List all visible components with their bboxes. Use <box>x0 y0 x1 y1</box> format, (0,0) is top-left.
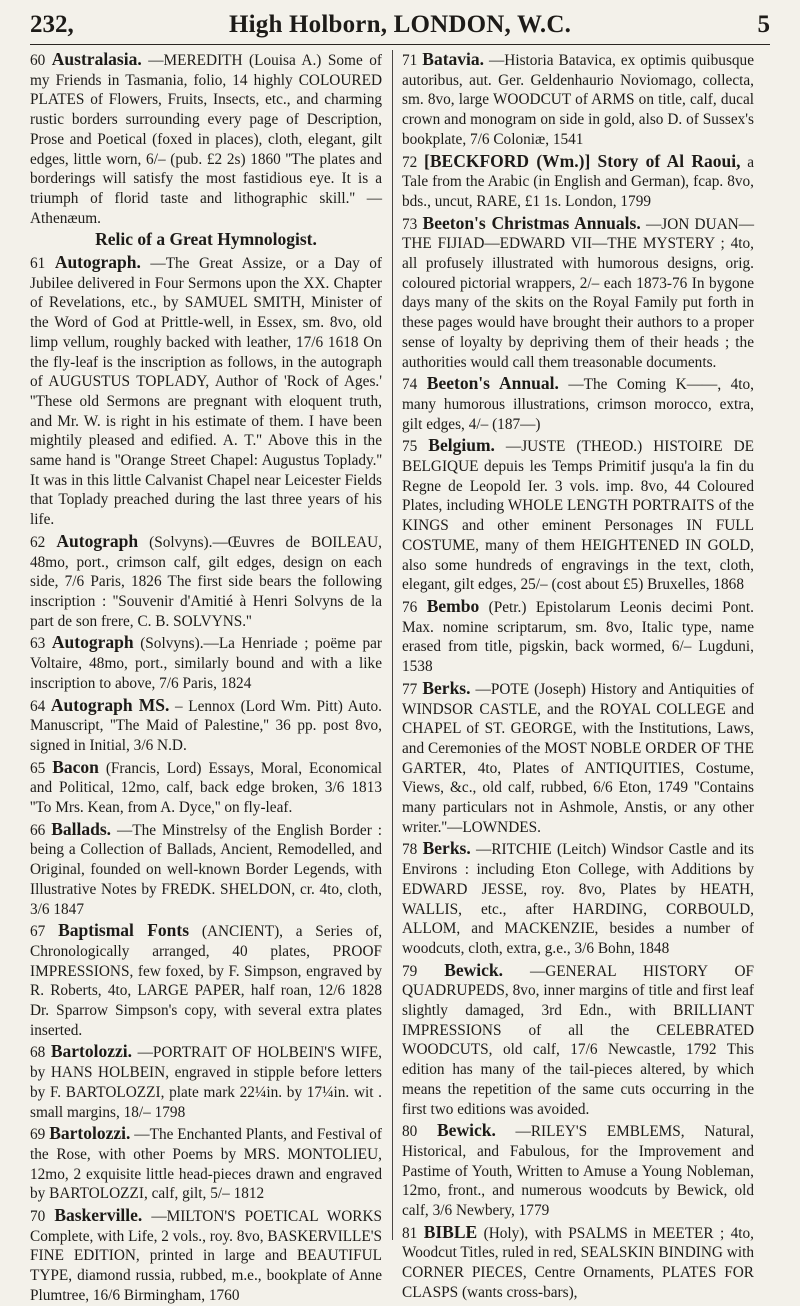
entry-heading: Bewick. <box>444 959 504 980</box>
catalogue-entry <box>30 1206 382 1306</box>
entry-heading: Autograph <box>51 632 134 653</box>
entry-description: —MEREDITH (Louisa A.) Some of my Friends in Tasmania, folio, 14 highly COLOURED PLATES of Flowers, Fruits, Insects, etc., and charming rustic borders surrounding every page of Description, Prose and Poetical (foxed in places), cloth, elegant, gilt edges, little worn, 6/– (pub. £2 2s) 1860 ''The plates and borderings will satisfy the most fastidious eye. It is a triumph of florid taste and lithographic skill.'' —Athenæum. <box>30 52 382 227</box>
catalogue-entry <box>30 532 382 632</box>
entry-heading: Belgium. <box>428 435 495 456</box>
entry-description: —The Minstrelsy of the English Border : being a Collection of Ballads, Ancient, Remodelled, and Original, founded on well-known Border Legends, with Illustrative Notes by FREDK. SHELDON, cr. 4to, cloth, 3/6 1847 <box>30 821 382 918</box>
entry-description: —POTE (Joseph) History and Antiquities of WINDSOR CASTLE, and the ROYAL COLLEGE and CHAPEL of ST. GEORGE, with the Institutions, Laws, and Ceremonies of the MOST NOBLE ORDER OF THE GARTER, 4to, Plates of ANTIQUITIES, Costume, Views, &c., old calf, rubbed, 6/6 Eton, 1749 ''Contains many particulars not in Ashmole, Anstis, or any other writer.''—LOWNDES. <box>402 680 755 836</box>
entry-description: —JON DUAN—THE FIJIAD—EDWARD VII—THE MYSTERY ; 4to, all profusely illustrated with humorous designs, orig. coloured pictorial wrappers, 2/– each 1873-76 In bygone days many of the skits on the Royal Family put forth in these pages would have brought their authors to a proper sense of loyalty by depriving them of their heads ; the authorities would call them treasonable documents. <box>402 215 755 371</box>
entry-description: (Holy), with PSALMS in MEETER ; 4to, Woodcut Titles, ruled in red, SEALSKIN BINDING with CORNER PIECES, Centre Ornaments, PLATES FOR CLASPS (wants cross-bars), <box>402 1224 755 1301</box>
page-header <box>30 8 770 45</box>
entry-heading: Autograph <box>56 530 139 551</box>
right-column <box>402 49 755 1301</box>
entry-heading: Bartolozzi. <box>49 1123 131 1144</box>
entry-number: 81 <box>402 1224 418 1242</box>
entry-number: 63 <box>30 635 46 653</box>
entry-heading: Bewick. <box>437 1120 496 1141</box>
entry-number: 68 <box>30 1044 46 1062</box>
entry-number: 69 <box>30 1126 46 1144</box>
entry-description: (Petr.) Epistolarum Leonis decimi Pont. Max. nomine scriptarum, sm. 8vo, Italic type, name erased from title, pigskin, back wormed, 6/– Lugduni, 1538 <box>402 598 755 676</box>
entry-number: 79 <box>402 962 418 980</box>
entry-number: 61 <box>30 255 46 273</box>
catalogue-entry <box>402 214 754 373</box>
entry-description: (ANCIENT), a Series of, Chronologically arranged, 40 plates, PROOF IMPRESSIONS, few foxed, by F. Simpson, engraved by R. Roberts, 4to, LARGE PAPER, half roan, 12/6 1828 Dr. Sparrow Simpson's copy, with several extra plates inserted. <box>30 923 383 1039</box>
catalogue-entry <box>402 436 754 595</box>
catalogue-entry <box>30 921 382 1040</box>
entry-heading: Baskerville. <box>54 1205 143 1226</box>
catalogue-entry <box>402 50 754 150</box>
entry-number: 71 <box>402 52 418 69</box>
entry-number: 70 <box>30 1208 46 1226</box>
entry-number: 67 <box>30 923 46 941</box>
entry-heading: Autograph. <box>54 252 141 273</box>
entry-number: 66 <box>30 821 46 839</box>
entry-description: —The Great Assize, or a Day of Jubilee delivered in Four Sermons upon the XX. Chapter of Revelations, etc., by SAMUEL SMITH, Minister of the Word of God at Prittle-well, in Essex, sm. 8vo, old limp vellum, roughly backed with leather, 17/6 1618 On the fly-leaf is the inscription as follows, in the autograph of AUGUSTUS TOPLADY, Author of 'Rock of Ages.' ''These old Sermons are pregnant with eloquent truth, and Mr. W. is right in his estimate of them. I have been mightily pleased and edified. A. T.'' Above this in the same hand is ''Orange Street Chapel: Augustus Toplady.'' It was in this little Calvanist Chapel near Leicester Fields that Toplady preached during the last three years of his life. <box>30 255 383 529</box>
entry-number: 77 <box>402 680 418 698</box>
entry-heading: Batavia. <box>422 49 485 69</box>
catalogue-entry <box>402 374 754 434</box>
catalogue-entry <box>30 50 382 228</box>
catalogue-entry <box>402 1121 754 1221</box>
entry-description: (Solvyns).—La Henriade ; poëme par Voltaire, 48mo, port., similarly bound and with a like inscription to above, 7/6 Paris, 1824 <box>30 635 382 692</box>
entry-heading: Bembo <box>426 595 480 616</box>
entry-number: 62 <box>30 533 46 551</box>
entry-heading: Ballads. <box>51 818 112 839</box>
catalogue-entry <box>402 839 754 958</box>
entry-description: —JUSTE (THEOD.) HISTOIRE DE BELGIQUE depuis les Temps Primitif jusqu'a la fin du Regne de Leopold Ier. 3 vols. imp. 8vo, 44 Coloured Plates, including WHOLE LENGTH PORTRAITS of the KINGS and other eminent Personages IN FULL COSTUME, many of them HEIGHTENED IN GOLD, also some hundreds of engravings in the text, cloth, elegant, gilt edges, 25/– (cost about £5) Bruxelles, 1868 <box>402 438 755 594</box>
entry-heading: BIBLE <box>423 1221 478 1242</box>
entry-number: 65 <box>30 759 46 777</box>
catalogue-columns <box>30 49 770 1304</box>
entry-description: —The Coming K——, 4to, many humorous illustrations, crimson morocco, extra, gilt edges, 4/– (187—) <box>402 376 754 433</box>
entry-description: a Tale from the Arabic (in English and German), fcap. 8vo, bds., uncut, RARE, £1 1s. London, 1799 <box>402 153 755 210</box>
entry-number: 60 <box>30 52 46 69</box>
catalogue-entry <box>30 230 382 251</box>
catalogue-entry <box>30 820 382 920</box>
sheet-number: 5 <box>757 11 770 38</box>
entry-description: – Lennox (Lord Wm. Pitt) Auto. Manuscript, ''The Maid of Palestine,'' 36 pp. post 8vo, signed in Initial, 3/6 N.D. <box>30 697 383 754</box>
entry-heading: Berks. <box>422 838 471 859</box>
entry-description: —GENERAL HISTORY OF QUADRUPEDS, 8vo, inner margins of title and first leaf slightly damaged, 3rd Edn., with BRILLIANT IMPRESSIONS of all the CELEBRATED WOODCUTS, old calf, 17/6 Newcastle, 1792 This edition has many of the tail-pieces altered, by which means the repetition of the same cuts occurring in the first two editions was avoided. <box>402 962 754 1118</box>
entry-heading: Berks. <box>422 677 471 698</box>
entry-heading: Bacon <box>52 756 99 777</box>
entry-heading: Baptismal Fonts <box>58 920 190 941</box>
catalogue-entry <box>402 679 754 838</box>
catalogue-entry <box>402 597 754 677</box>
entry-heading: [BECKFORD (Wm.)] Story of Al Raoui, <box>424 150 741 171</box>
entry-description: —The Enchanted Plants, and Festival of the Rose, with other Poems by MRS. MONTOLIEU, 12mo, 2 exquisite little head-pieces drawn and engraved by BARTOLOZZI, calf, gilt, 5/– 1812 <box>30 1126 382 1203</box>
entry-number: 78 <box>402 841 418 859</box>
catalogue-entry <box>402 1223 754 1303</box>
entry-heading: Beeton's Annual. <box>426 373 559 394</box>
entry-number: 64 <box>30 697 46 715</box>
column-divider <box>392 50 393 1240</box>
entry-number: 73 <box>402 215 418 233</box>
entry-description: —RILEY'S EMBLEMS, Natural, Historical, and Fabulous, for the Improvement and Pastime of Youth, Written to Amuse a Young Nobleman, 12mo, front., and numerous woodcuts by Bewick, old calf, 3/6 Newbery, 1779 <box>402 1123 754 1220</box>
entry-heading: Relic of a Great Hymnologist. <box>95 229 317 250</box>
entry-heading: Autograph MS. <box>50 694 170 715</box>
catalogue-entry <box>30 1042 382 1122</box>
entry-number: 80 <box>402 1123 418 1141</box>
entry-heading: Bartolozzi. <box>50 1041 133 1062</box>
catalogue-entry <box>30 758 382 818</box>
entry-description: (Francis, Lord) Essays, Moral, Economical and Political, 12mo, calf, back edge broken, 3/6 1813 ''To Mrs. Kean, from A. Dyce,'' on fly-leaf. <box>30 759 382 817</box>
entry-number: 72 <box>402 153 418 171</box>
page-title: High Holborn, LONDON, W.C. <box>228 11 572 38</box>
catalogue-entry <box>30 1124 382 1204</box>
entry-heading: Australasia. <box>51 49 142 69</box>
page-number: 232, <box>30 11 74 38</box>
catalogue-entry <box>30 253 382 530</box>
entry-description: —RITCHIE (Leitch) Windsor Castle and its Environs : including Eton College, with Additions by EDWARD JESSE, roy. 8vo, Plates by HEATH, WALLIS, etc., after HARDING, CORBOULD, ALLOM, and MACKENZIE, besides a number of woodcuts, cloth, extra, g.e., 3/6 Bohn, 1848 <box>402 841 755 957</box>
catalogue-entry <box>30 633 382 693</box>
entry-description: —MILTON'S POETICAL WORKS Complete, with Life, 2 vols., roy. 8vo, BASKERVILLE'S FINE EDITION, printed in large and BEAUTIFUL TYPE, diamond russia, rubbed, m.e., bookplate of Anne Plumtree, 16/6 Birmingham, 1760 <box>30 1208 383 1304</box>
entry-description: —Historia Batavica, ex optimis quibusque autoribus, aut. Ger. Geldenhaurio Noviomago, collecta, sm. 8vo, large WOODCUT of ARMS on title, calf, ducal crown and monogram on side in gold, also D. of Sussex's bookplate, 7/6 Coloniæ, 1541 <box>402 52 754 148</box>
entry-heading: Beeton's Christmas Annuals. <box>422 212 641 233</box>
entry-description: (Solvyns).—Œuvres de BOILEAU, 48mo, port., crimson calf, gilt edges, design on each side, 7/6 Paris, 1826 The first side bears the following inscription : ''Souvenir d'Amitié à Henri Solvyns de la part de son frere, C. B. SOLVYNS.'' <box>30 533 383 630</box>
entry-number: 75 <box>402 438 418 456</box>
entry-description: —PORTRAIT OF HOLBEIN'S WIFE, by HANS HOLBEIN, engraved in stipple before letters by F. BARTOLOZZI, plate mark 22¼in. by 17¼in. wit . small margins, 18/– 1798 <box>30 1044 383 1121</box>
entry-number: 74 <box>402 376 418 394</box>
catalogue-entry <box>402 152 754 212</box>
catalogue-entry <box>30 696 382 756</box>
left-column <box>30 49 383 1304</box>
catalogue-entry <box>402 961 754 1120</box>
entry-number: 76 <box>402 598 418 616</box>
